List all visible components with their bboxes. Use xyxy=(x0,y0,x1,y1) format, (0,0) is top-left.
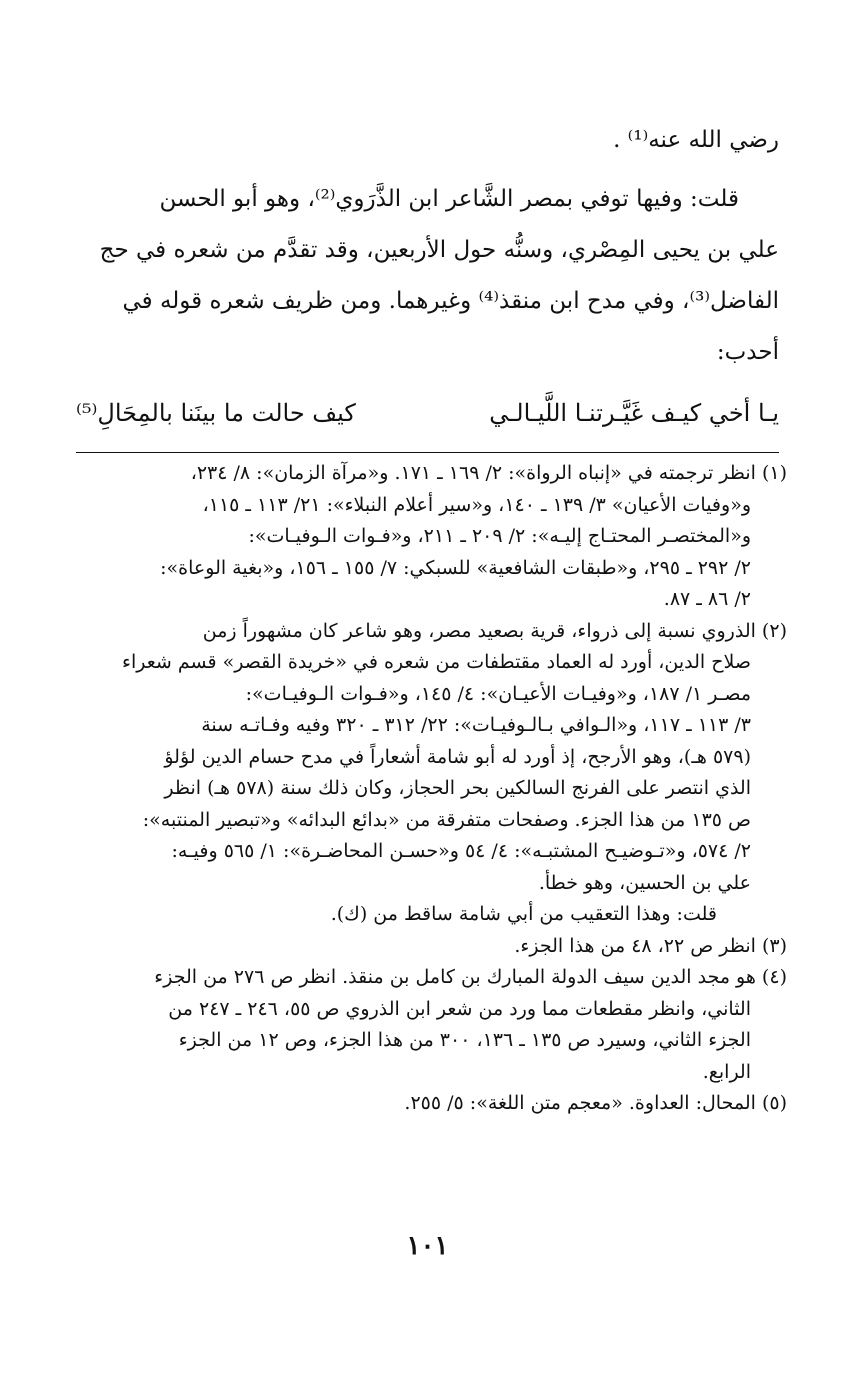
footnote-1-line-5: ٢/ ٨٦ ـ ٨٧. xyxy=(663,588,751,610)
footnote-2-line-9: علي بن الحسين، وهو خطأ. xyxy=(538,871,751,894)
footnote-1-line-4: ٢/ ٢٩٢ ـ ٢٩٥، و«طبقات الشافعية» للسبكي: ٧/ ١٥٥ ـ ١٥٦، و«بغية الوعاة»: xyxy=(160,556,751,579)
footnote-3-line-1: (٣) انظر ص ٢٢، ٤٨ من هذا الجزء. xyxy=(514,934,787,957)
footnote-2-line-8: ٢/ ٥٧٤، و«تـوضيـح المشتبـه»: ٤/ ٥٤ و«حسـن المحاضـرة»: ١/ ٥٦٥ وفيـه: xyxy=(171,840,751,862)
poem-verse xyxy=(76,393,779,437)
footnotes xyxy=(67,458,787,1120)
footnote-2-line-4: ٣/ ١١٣ ـ ١١٧، و«الـوافي بـالـوفيـات»: ٢٢/ ٣١٢ ـ ٣٢٠ وفيه وفـاتـه سنة xyxy=(201,714,751,736)
verse-second-hemistich: كيف حالت ما بينَنا بالمِحَالِ⁽⁵⁾ xyxy=(76,399,356,427)
footnote-4-line-3: الجزء الثاني، وسيرد ص ١٣٥ ـ ١٣٦، ٣٠٠ من هذا الجزء، وص ١٢ من الجزء xyxy=(178,1029,751,1051)
page-number: ١٠١ xyxy=(406,1231,449,1261)
main-text xyxy=(76,115,779,378)
footnote-1-line-2: و«وفيات الأعيان» ٣/ ١٣٩ ـ ١٤٠، و«سير أعلام النبلاء»: ٢١/ ١١٣ ـ ١١٥، xyxy=(202,493,751,516)
footnote-1-line-3: و«المختصـر المحتـاج إليـه»: ٢/ ٢٠٩ ـ ٢١١، و«فـوات الـوفيـات»: xyxy=(248,525,751,547)
footnote-2-line-1: (٢) الذروي نسبة إلى ذرواء، قرية بصعيد مصر، وهو شاعر كان مشهوراً زمن xyxy=(202,619,787,642)
footnote-1-line-1: (١) انظر ترجمته في «إنباه الرواة»: ٢/ ١٦٩ ـ ١٧١. و«مرآة الزمان»: ٨/ ٢٣٤، xyxy=(190,462,787,484)
main-line-3: علي بن يحيى المِصْري، وسنُّه حول الأربعين، وقد تقدَّم من شعره في حج xyxy=(99,237,779,263)
footnote-2-line-5: (٥٧٩ هـ)، وهو الأرجح، إذ أورد له أبو شامة أشعاراً في مدح حسام الدين لؤلؤ xyxy=(164,745,751,768)
verse-first-hemistich: يـا أخي كيـف غَيَّـرتنـا اللَّيـالـي xyxy=(489,399,779,427)
main-line-4: الفاضل⁽³⁾، وفي مدح ابن منقذ⁽⁴⁾ وغيرهما. ومن ظريف شعره قوله في xyxy=(122,288,779,314)
footnote-2-line-2: صلاح الدين، أورد له العماد مقتطفات من شعره في «خريدة القصر» قسم شعراء xyxy=(122,651,751,673)
main-line-2: قلت: وفيها توفي بمصر الشَّاعر ابن الذَّرَوي⁽²⁾، وهو أبو الحسن xyxy=(159,186,739,212)
main-line-1: رضي الله عنه⁽¹⁾ . xyxy=(613,127,779,153)
footnote-2-line-3: مصـر ١/ ١٨٧، و«وفيـات الأعيـان»: ٤/ ١٤٥، و«فـوات الـوفيـات»: xyxy=(245,682,751,705)
footnote-2-line-7: ص ١٣٥ من هذا الجزء. وصفحات متفرقة من «بدائع البدائه» و«تبصير المنتبه»: xyxy=(142,808,751,831)
footnote-separator xyxy=(76,452,779,453)
footnote-4-line-1: (٤) هو مجد الدين سيف الدولة المبارك بن كامل بن منقذ. انظر ص ٢٧٦ من الجزء xyxy=(154,966,787,988)
footnote-4-line-2: الثاني، وانظر مقطعات مما ورد من شعر ابن الذروي ص ٥٥، ٢٤٦ ـ ٢٤٧ من xyxy=(168,997,751,1020)
footnote-2-comment: قلت: وهذا التعقيب من أبي شامة ساقط من (ك). xyxy=(330,903,717,925)
main-line-5: أحدب: xyxy=(716,339,779,365)
footnote-2-line-6: الذي انتصر على الفرنج السالكين بحر الحجاز، وكان ذلك سنة (٥٧٨ هـ) انظر xyxy=(164,777,751,799)
footnote-5-line-1: (٥) المحال: العداوة. «معجم متن اللغة»: ٥/ ٢٥٥. xyxy=(404,1092,787,1114)
footnote-4-line-4: الرابع. xyxy=(702,1060,751,1083)
